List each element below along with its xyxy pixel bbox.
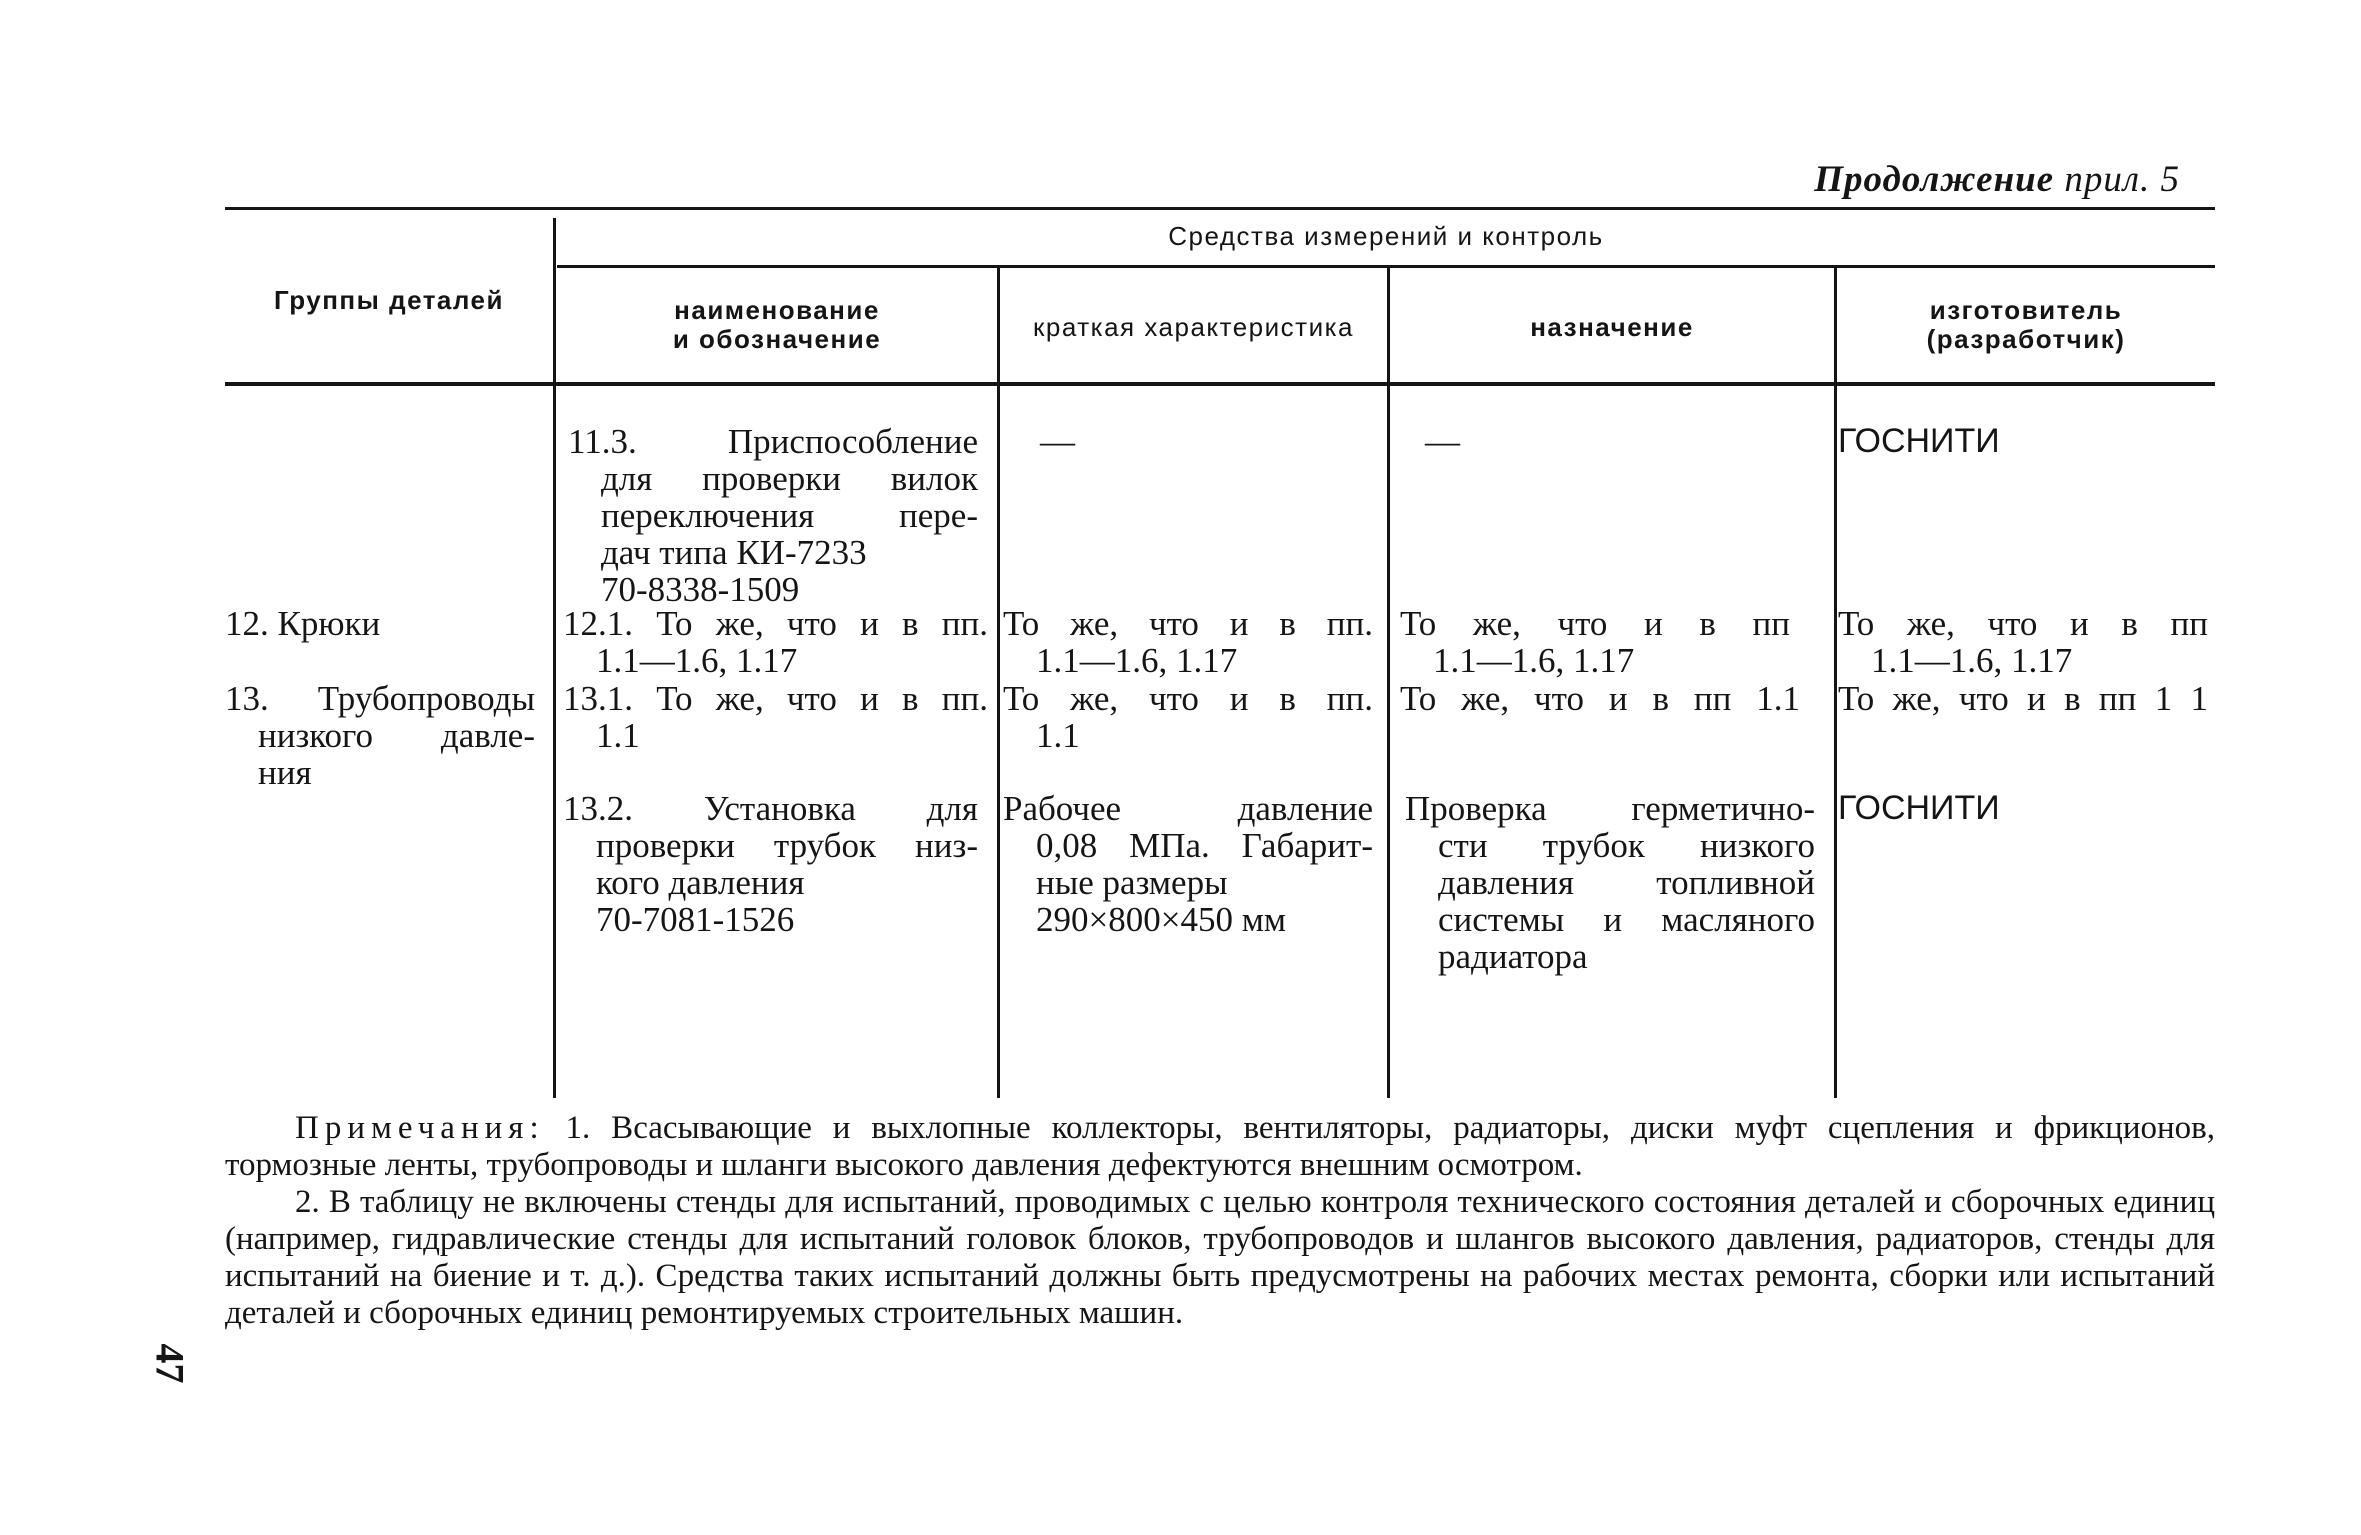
row-12-1-purpose-line-1: То же, что и в пп — [1400, 604, 1790, 643]
row-12-1-name-line-1: 12.1. То же, что и в пп. — [563, 604, 988, 643]
row-13-1-char-line-1: То же, что и в пп. — [1003, 679, 1373, 718]
row-12-1-manuf-line-1: То же, что и в пп — [1838, 604, 2208, 643]
row-13-1-characteristic — [1003, 680, 1373, 754]
row-11-3-name-line-3: переключения пере- — [601, 496, 978, 535]
row-13-1-purpose — [1400, 680, 1800, 717]
header-manufacturer-line-2: (разработчик) — [1926, 324, 2126, 354]
row-11-3-name-line-2: для проверки вилок — [601, 459, 978, 498]
row-12-1-purpose-line-2: 1.1—1.6, 1.17 — [1433, 641, 1635, 680]
row-12-1-name — [563, 605, 988, 679]
row-12-1-name-line-2: 1.1—1.6, 1.17 — [596, 641, 798, 680]
row-13-2-char-line-1: Рабочее давление — [1003, 789, 1373, 828]
row-11-3-purpose: — — [1425, 422, 1460, 461]
table-top-rule — [225, 207, 2215, 210]
group-13-line-2: низкого давле- — [258, 716, 535, 755]
row-13-2-purpose-line-3: давления топливной — [1438, 863, 1815, 902]
row-12-1-char-line-1: То же, что и в пп. — [1003, 604, 1373, 643]
row-13-2-char-line-2: 0,08 МПа. Габарит- — [1036, 826, 1373, 865]
row-11-3-name-line-1: 11.3. Приспособление — [568, 422, 978, 461]
row-13-2-purpose-line-5: радиатора — [1438, 937, 1588, 976]
row-13-2-characteristic — [1003, 790, 1373, 938]
group-13-pipelines — [225, 680, 535, 791]
header-means-span: Средства измерений и контроль — [1168, 221, 1604, 251]
page-number: 47 — [147, 1343, 193, 1384]
table-continuation-caption — [1600, 158, 2180, 201]
row-13-2-purpose-line-2: сти трубок низкого — [1438, 826, 1815, 865]
row-13-2-purpose — [1405, 790, 1815, 975]
row-13-1-name-line-2: 1.1 — [596, 716, 640, 755]
note-1-text: 1. Всасывающие и выхлопные коллекторы, вентиляторы, радиаторы, диски муфт сцепления и фрикционов, тормозные ленты, трубопроводы и шланги высокого давления дефектуются внешним осмотром. — [225, 1110, 2215, 1183]
header-name — [557, 296, 997, 354]
row-12-1-manuf-line-2: 1.1—1.6, 1.17 — [1871, 641, 2073, 680]
notes-label: Примечания: — [295, 1110, 545, 1146]
header-bottom-rule — [225, 382, 2215, 386]
means-span-rule — [557, 265, 2215, 268]
header-manufacturer-line-1: изготовитель — [1929, 295, 2123, 325]
row-13-1-char-line-2: 1.1 — [1036, 716, 1080, 755]
row-12-1-characteristic — [1003, 605, 1373, 679]
header-purpose: назначение — [1530, 312, 1694, 342]
caption-continuation: Продолжение — [1814, 159, 2055, 200]
row-13-2-name-line-3: кого давления — [596, 863, 805, 902]
row-13-2-char-line-4: 290×800×450 мм — [1036, 900, 1287, 939]
column-divider-2 — [997, 268, 1000, 1098]
header-groups: Группы деталей — [273, 285, 504, 315]
group-12-hooks: 12. Крюки — [225, 604, 381, 643]
row-13-2-name-line-4: 70-7081-1526 — [596, 900, 795, 939]
row-13-1-name — [563, 680, 988, 754]
caption-appendix: прил. 5 — [2054, 159, 2180, 200]
row-11-3-name — [568, 423, 978, 608]
row-11-3-name-line-5: 70-8338-1509 — [601, 570, 800, 609]
group-13-line-1: 13. Трубопроводы — [225, 679, 535, 718]
row-13-1-manufacturer — [1838, 680, 2208, 717]
header-name-line-2: и обозначение — [672, 324, 882, 354]
row-13-2-purpose-line-4: системы и масляного — [1438, 900, 1815, 939]
header-name-line-1: наименование — [674, 295, 880, 325]
note-2: 2. В таблицу не включены стенды для испытаний, проводимых с целью контроля технического состояния деталей и сборочных единиц (например, гидравлические стенды для испытаний головок блоков, трубопроводов и шлангов высокого давления, радиаторов, стенды для испытаний на биение и т. д.). Средства таких испытаний должны быть предусмотрены на рабочих местах ремонта, сборки или испытаний деталей и сборочных единиц ремонтируемых строительных машин. — [225, 1184, 2215, 1331]
row-11-3-characteristic: — — [1040, 422, 1075, 461]
row-12-1-purpose — [1400, 605, 1790, 679]
row-13-2-char-line-3: ные размеры — [1036, 863, 1228, 902]
column-divider-4 — [1834, 268, 1837, 1098]
header-characteristic: краткая характеристика — [1033, 312, 1354, 342]
row-12-1-manufacturer — [1838, 605, 2208, 679]
row-11-3-name-line-4: дач типа КИ-7233 — [601, 533, 867, 572]
row-13-1-purpose-line-1: То же, что и в пп 1.1 — [1400, 679, 1800, 718]
notes-block — [225, 1110, 2215, 1332]
column-divider-3 — [1387, 268, 1390, 1098]
row-13-2-purpose-line-1: Проверка герметично- — [1405, 789, 1815, 828]
group-13-line-3: ния — [258, 753, 312, 792]
row-13-2-manufacturer: ГОСНИТИ — [1838, 789, 2000, 827]
row-11-3-manufacturer: ГОСНИТИ — [1838, 422, 2000, 460]
row-13-1-name-line-1: 13.1. То же, что и в пп. — [563, 679, 988, 718]
row-13-2-name — [563, 790, 978, 938]
column-divider-1 — [553, 218, 556, 1098]
note-1 — [225, 1110, 2215, 1184]
row-12-1-char-line-2: 1.1—1.6, 1.17 — [1036, 641, 1238, 680]
header-manufacturer — [1837, 296, 2215, 354]
row-13-2-name-line-2: проверки трубок низ- — [596, 826, 978, 865]
row-13-2-name-line-1: 13.2. Установка для — [563, 789, 978, 828]
row-13-1-manuf-line-1: То же, что и в пп 1 1 — [1838, 679, 2208, 718]
